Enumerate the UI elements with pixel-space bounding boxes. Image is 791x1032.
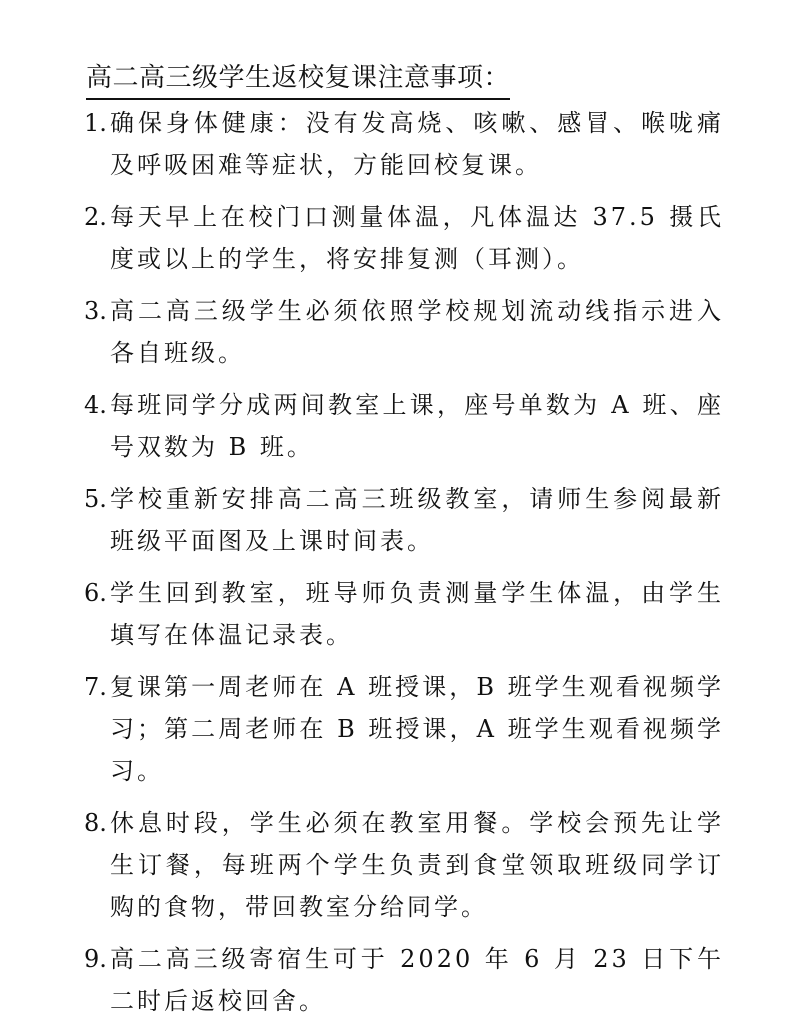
item-number: 1. xyxy=(84,109,107,137)
item-text: 高二高三级学生必须依照学校规划流动线指示进入各自班级。 xyxy=(110,297,724,367)
item-number: 3. xyxy=(84,297,107,325)
item-number: 8. xyxy=(84,809,107,837)
item-number: 9. xyxy=(84,945,107,973)
list-item xyxy=(84,938,724,1022)
item-text: 每班同学分成两间教室上课，座号单数为 A 班、座号双数为 B 班。 xyxy=(110,391,724,461)
item-number: 7. xyxy=(84,673,107,701)
item-text: 高二高三级寄宿生可于 2020 年 6 月 23 日下午二时后返校回舍。 xyxy=(110,945,724,1015)
item-number: 6. xyxy=(84,579,107,607)
list-item xyxy=(84,102,724,186)
list-item xyxy=(84,478,724,562)
item-text: 确保身体健康：没有发高烧、咳嗽、感冒、喉咙痛及呼吸困难等症状，方能回校复课。 xyxy=(110,109,724,179)
item-number: 2. xyxy=(84,203,107,231)
item-text: 休息时段，学生必须在教室用餐。学校会预先让学生订餐，每班两个学生负责到食堂领取班级同学订购的食物，带回教室分给同学。 xyxy=(110,809,724,921)
item-text: 学校重新安排高二高三班级教室，请师生参阅最新班级平面图及上课时间表。 xyxy=(110,485,724,555)
item-text: 学生回到教室，班导师负责测量学生体温，由学生填写在体温记录表。 xyxy=(110,579,724,649)
item-text: 复课第一周老师在 A 班授课，B 班学生观看视频学习；第二周老师在 B 班授课，A 班学生观看视频学习。 xyxy=(110,673,724,785)
list-item xyxy=(84,384,724,468)
item-text: 每天早上在校门口测量体温，凡体温达 37.5 摄氏度或以上的学生，将安排复测（耳测）。 xyxy=(110,203,724,273)
list-item xyxy=(84,196,724,280)
list-item xyxy=(84,666,724,792)
list-item xyxy=(84,290,724,374)
item-number: 4. xyxy=(84,391,107,419)
list-item xyxy=(84,802,724,928)
notice-list xyxy=(84,102,724,1032)
list-item xyxy=(84,572,724,656)
item-number: 5. xyxy=(84,485,107,513)
document-title: 高二高三级学生返校复课注意事项： xyxy=(86,58,510,100)
